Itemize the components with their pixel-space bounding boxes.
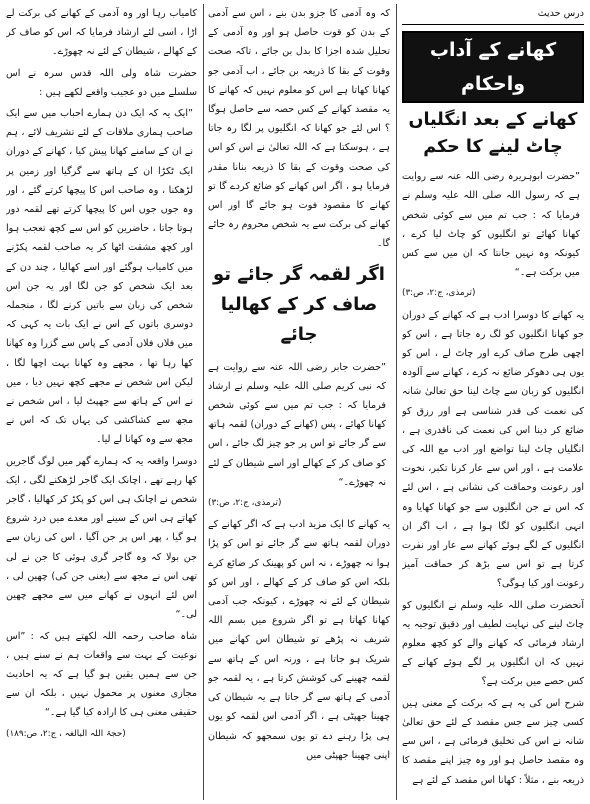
hadith-reference: (ترمذی، ج:۲، ص:۳) — [208, 498, 282, 509]
section-tag: درس حدیث — [402, 4, 584, 25]
paragraph: یہ کھانے کا ایک مزید ادب ہے کہ اگر کھانے کے دوران لقمہ ہاتھ سے گر جائے تو اس کو پڑا ہوا نہ چھوڑے ، نہ اس کو پھینک کر ضائع کرے بلکہ اس کو صاف کر کے کھالے ، اور اس کو شیطان کے لئے نہ چھوڑے ، کیونکہ جب آدمی کھانا کھاتا ہے تو اگر شروع میں بسم اللہ شریف نہ پڑھے تو شیطان اس کھانے میں شریک ہو جاتا ہے ، ورنہ اس کے ہاتھ سے لقمہ چھینے کی کوشش کرتا ہے ، یہ لقمہ جو آدمی کے ہاتھ سے گر جاتا ہے یہ شیطان کی چھینا جھپٹی ہے ، اگر آدمی اس لقمہ کو یوں ہی پڑا رہنے دے تو یوں سمجھو کہ شیطان اپنی چھینا جھپٹی میں — [208, 519, 390, 761]
article-title: کھانے کے آداب واحکام — [402, 31, 584, 103]
anecdote-text: دوسرا واقعہ یہ کہ ہمارے گھر میں لوگ گاجریں کھا رہے تھے ، اچانک ایک گاجر لڑھکنے لگی ، ایک شخص نے اچانک ہی اس کو پکڑ کر کھالیا ، گاجر کھاتے ہی اس کے سینے اور معدے میں درد شروع ہو گیا ، پھر اس پر جن آگیا ، اس کی زبان سے جن بولا کہ وہ گاجر گری ہوئی کا جن نے لی تھی اس نے مجھ سے (یعنی جن کی) چھین لی ، اس لئے انہوں نے کھانے میں سے مجھے چھین لی۔“ — [6, 455, 197, 621]
paragraph: شرح اس کی یہ ہے کہ برکت کے معنی ہیں کسی چیز سے جس مقصد کے لئے حق تعالیٰ شانہ نے اس کی تخلیق فرمائی ہے ، اس سے وہ مقصد حاصل ہو اور وہ چیز اپنے مقصد کا ذریعہ بنے ، مثلاً : کھانا اس مقصد کے لئے ہے — [402, 697, 584, 786]
paragraph: کہ وہ آدمی کا جزو بدن بنے ، اس سے آدمی کے بدن کو قوت حاصل ہو اور وہ آدمی کے تحلیل شدہ اجزا کا بدل بن جائے ، تاکہ صحت وقوت کے بقا کا ذریعہ بن جائے ، اب آدمی جو کھانا کھاتا ہے اس کو معلوم نہیں کہ کھانے کا یہ مقصد کھانے کے کس حصہ سے حاصل ہوگا ؟ اس لئے جو کھانا کہ انگلیوں پر لگا رہ جاتا ہے ، ہوسکتا ہے کہ اللہ تعالیٰ نے اس کو اس کی صحت وقوت کے بقا کا ذریعہ بنانا مقدر فرمایا ہو ، اگر اس کھانے کو ضائع کردے گا تو کھانے کا مقصود فوت ہو جائے گا اور اس کھانے کی برکت سے یہ شخص محروم رہ جائے گا۔ — [208, 8, 390, 250]
column-right — [402, 4, 584, 800]
hadith-text: ”حضرت ابوہریرہ رضی اللہ عنہ سے روایت ہے کہ رسول اللہ صلی اللہ علیہ وسلم نے فرمایا کہ : جب تم میں سے کوئی شخص کھانا کھائے تو انگلیوں کو چاٹ لیا کرے ، کیونکہ وہ نہیں جانتا کہ ان میں سے کس میں برکت ہے۔“ — [402, 171, 580, 279]
column-divider — [396, 4, 397, 800]
paragraph: کامیاب رہا اور وہ آدمی کے کھانے کی برکت لے اڑا ، اسی لئے ارشاد فرمایا کہ اس کو صاف کر کے کھالے ، شیطان کے لئے نہ چھوڑے۔ — [6, 8, 197, 58]
anecdote-text: ”ایک یہ کہ ایک دن ہمارے احباب میں سے ایک صاحب ہماری ملاقات کے لئے تشریف لائے ، ہم نے ان کے سامنے کھانا پیش کیا ، کھانے کے دوران ایک ٹکڑا ان کے ہاتھ سے گرگیا اور زمین پر لڑھکنا ، وہ صاحب اس کا پیچھا کرتے گئے ، اور وہ جوں جوں اس کا پیچھا کرتے تھے لقمہ دور ہوتا جاتا ، حاضرین کو اس سے کچھ تعجب ہوا اور کچھ مشقت اٹھا کر یہ صاحب لقمہ پکڑنے میں کامیاب ہوگئے اور اسے کھالیا ، چند دن کے بعد ایک شخص کو جن لگا اور یہ جن اس شخص کی زبان سے باتیں کرنے لگا ، منجملہ دوسری باتوں کے اس نے ایک بات یہ کہی کہ میں فلاں فلاں آدمی کے پاس سے گزرا وہ کھانا کھا رہا تھا ، مجھے وہ کھانا بہت اچھا لگا ، لیکن اس شخص نے مجھے کچھ نہیں دیا ، میں نے اس کے ہاتھ سے جھپٹ لیا ، اس شخص نے مجھ سے کشاکشی کی یہاں تک کہ اس نے مجھ سے وہ کھانا لے لیا۔ — [6, 108, 193, 446]
paragraph: حضرت شاہ ولی اللہ قدس سرہ نے اس سلسلے میں دو عجیب واقعے لکھے ہیں : — [6, 67, 197, 98]
section-heading: اگر لقمہ گر جائے تو صاف کر کے کھالیا جائے — [213, 263, 385, 345]
column-left — [6, 4, 197, 800]
paragraph: آنحضرت صلی اللہ علیہ وسلم نے انگلیوں کو چاٹ لینے کی نہایت لطیف اور دقیق توجیہ یہ ارشاد فرمائی کہ کھانے والے کو کچھ معلوم نہیں کہ ان انگلیوں پر لگے ہوئے کھانے کے کس حصے میں برکت ہے؟ — [402, 599, 584, 688]
column-middle — [208, 4, 390, 800]
paragraph: شاہ صاحب رحمہ اللہ لکھتے ہیں کہ : ”اس نوعیت کے بہت سے واقعات ہم نے سنے ہیں ، جن سے ہمیں یقین ہو گیا ہے کہ یہ احادیث مجازی معنوں پر محمول نہیں ، بلکہ ان سے حقیقی معنی ہی کا ارادہ کیا گیا ہے۔“ — [6, 630, 197, 719]
paragraph: یہ کھانے کا دوسرا ادب ہے کہ کھانے کے دوران جو کھانا انگلیوں کو لگ رہ جاتا ہے ، اس کو اچھی طرح صاف کرے اور چاٹ لے ، اس کو یوں ہی دھوکر ضائع نہ کرے ، کھانے سے آلودہ انگلیوں کو زبان سے چاٹ لینا حق تعالیٰ شانہ کی نعمت کی قدر شناسی ہے اور رزق کو ضائع کر دینا اس کی نعمت کی ناقدری ہے ، انگلیاں چاٹ لینا تواضع اور ادب مع اللہ کی علامت ہے ، اور اس سے عار کرنا تکبر، نخوت اور رعونت وحماقت کی نشانی ہے ، اس لئے کہ اس نے جن انگلیوں سے جو کھانا کھایا وہ انہی انگلیوں کو لگا ہوا ہے ، اب اگر ان انگلیوں کے لگے ہوئے کھانے سے عار اور نفرت کرتا ہے تو اس سے بڑھ کر حماقت آمیز رعونت اور کیا ہوگی؟ — [402, 309, 584, 590]
article-subtitle: کھانے کے بعد انگلیاں چاٹ لینے کا حکم — [408, 110, 578, 158]
hadith-text: ”حضرت جابر رضی اللہ عنہ سے روایت ہے کہ نبی کریم صلی اللہ علیہ وسلم نے ارشاد فرمایا کہ : جب تم میں سے کوئی شخص کھانا کھائے ، پس (کھانے کے دوران) لقمہ ہاتھ سے گر جائے تو اس پر جو چیز لگ جائے ، اس کو صاف کر کے کھالے اور اسے شیطان کے لئے نہ چھوڑے۔“ — [208, 361, 386, 488]
column-divider — [203, 4, 204, 800]
book-reference: (حجۃ اللہ البالغہ ، ج:۲، ص:۱۸۹) — [6, 728, 126, 739]
hadith-reference: (ترمذی، ج:۲، ص:۳) — [402, 288, 476, 299]
